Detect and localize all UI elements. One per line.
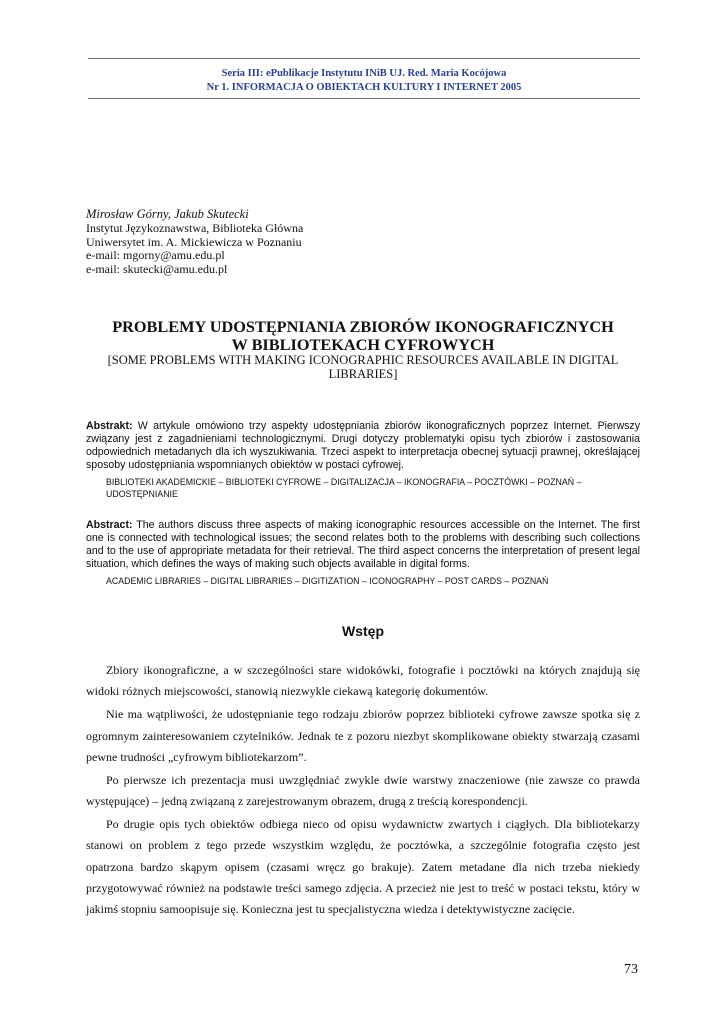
- english-title: [SOME PROBLEMS WITH MAKING ICONOGRAPHIC RESOURCES AVAILABLE IN DIGITAL LIBRARIES]: [107, 353, 619, 381]
- keywords-polish: BIBLIOTEKI AKADEMICKIE – BIBLIOTEKI CYFROWE – DIGITALIZACJA – IKONOGRAFIA – POCZTÓWKI – POZNAŃ – UDOSTĘPNIANIE: [106, 477, 582, 499]
- paragraph: Nie ma wątpliwości, że udostępnianie tego rodzaju zbiorów poprzez biblioteki cyfrowe zawsze spotka się z ogromnym zainteresowaniem czytelników. Jednak te z pozoru niezbyt skomplikowane obiekty stwarzają czasami pewne trudności „cyfrowym bibliotekarzom”.: [86, 707, 640, 764]
- author-block: [86, 208, 646, 276]
- issue-line: Nr 1. INFORMACJA O OBIEKTACH KULTURY I INTERNET 2005: [206, 82, 522, 93]
- paragraph: Po drugie opis tych obiektów odbiega nieco od opisu wydawnictw zwartych i ciągłych. Dla bibliotekarzy stanowi on problem z tego przede wszystkim względu, że pocztówka, a szczególnie fotografia często jest opatrzona bardzo skąpym opisem (czasami wręcz go brakuje). Zatem metadane dla nich trzeba niekiedy przygotowywać również na podstawie treści samego zdjęcia. A przecież nie jest to treść w postaci tekstu, który w jakimś stopniu samoopisuje się. Konieczna jest tu specjalistyczna wiedza i detektywistyczne zacięcie.: [86, 816, 640, 917]
- affiliation-university: Uniwersytet im. A. Mickiewicza w Poznaniu: [86, 234, 302, 249]
- keywords-english: ACADEMIC LIBRARIES – DIGITAL LIBRARIES – DIGITIZATION – ICONOGRAPHY – POST CARDS – POZNAŃ: [106, 576, 549, 586]
- author-email-1: e-mail: mgorny@amu.edu.pl: [86, 248, 225, 263]
- abstract-english: [86, 519, 640, 571]
- paper-title-block: [86, 318, 640, 381]
- page-number: 73: [624, 962, 638, 977]
- abstract-pl-text: W artykule omówiono trzy aspekty udostępniania zbiorów ikonograficznych poprzez Internet. Pierwszy związany jest z zagadnieniami technologicznymi. Drugi dotyczy problematyki opisu tych zbiorów i zastosowania odpowiednich metadanych dla ich wyszukiwania. Trzeci aspekt to interpretacja obecnej sytuacji prawnej, określającej sposoby udostępniania wspomnianych obiektów w postaci cyfrowej.: [86, 420, 640, 471]
- affiliation-institute: Instytut Językoznawstwa, Biblioteka Główna: [86, 221, 304, 236]
- paragraph: Zbiory ikonograficzne, a w szczególności stare widokówki, fotografie i pocztówki na których znajdują się widoki różnych miejscowości, stanowią niezwykle ciekawą kategorię dokumentów.: [86, 663, 640, 699]
- running-head: [88, 58, 640, 99]
- body-text: [86, 660, 640, 922]
- title-line-1: PROBLEMY UDOSTĘPNIANIA ZBIORÓW IKONOGRAFICZNYCH: [112, 317, 614, 336]
- abstract-en-label: Abstract:: [86, 519, 133, 531]
- abstract-pl-label: Abstrakt:: [86, 420, 133, 432]
- title-line-2: W BIBLIOTEKACH CYFROWYCH: [231, 334, 495, 354]
- abstract-en-text: The authors discuss three aspects of making iconographic resources accessible on the Internet. The first one is connected with technological issues; the second relates both to the problems with describing such collections and to the use of appropriate metadata for their retrieval. The third aspect concerns the interpretation of present legal situation, which defines the ways of making such objects available in digital forms.: [86, 519, 640, 570]
- author-names: Mirosław Górny, Jakub Skutecki: [86, 207, 249, 221]
- abstract-polish: [86, 420, 640, 472]
- paragraph: Po pierwsze ich prezentacja musi uwzględniać zwykle dwie warstwy znaczeniowe (nie zawsze co prawda występujące) – jedną związaną z zarejestrowanym obrazem, drugą z treścią korespondencji.: [86, 772, 640, 809]
- author-email-2: e-mail: skutecki@amu.edu.pl: [86, 261, 228, 276]
- section-heading: Wstęp: [342, 623, 384, 639]
- series-line: Seria III: ePublikacje Instytutu INiB UJ. Red. Maria Kocójowa: [221, 68, 507, 79]
